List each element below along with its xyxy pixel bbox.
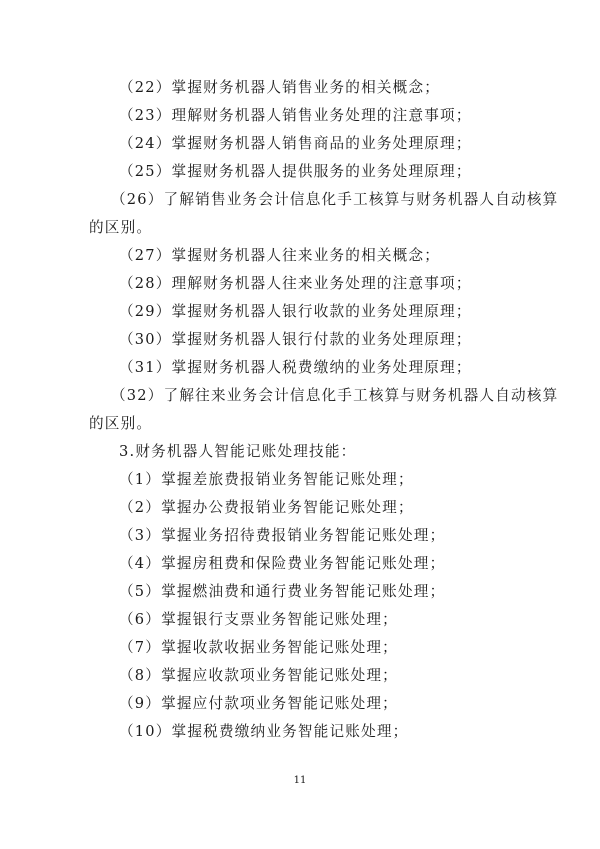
list-item-22: （22）掌握财务机器人销售业务的相关概念； bbox=[119, 79, 441, 96]
list-item-28: （28）理解财务机器人往来业务处理的注意事项； bbox=[119, 275, 472, 292]
list-item-29: （29）掌握财务机器人银行收款的业务处理原理； bbox=[119, 303, 472, 320]
list-item-4: （4）掌握房租费和保险费业务智能记账处理； bbox=[119, 555, 446, 572]
list-item-24: （24）掌握财务机器人销售商品的业务处理原理； bbox=[119, 135, 472, 152]
list-item-25: （25）掌握财务机器人提供服务的业务处理原理； bbox=[119, 163, 472, 180]
list-item-26: （26）了解销售业务会计信息化手工核算与财务机器人自动核算 bbox=[111, 191, 559, 208]
list-item-10: （10）掌握税费缴纳业务智能记账处理； bbox=[119, 723, 409, 740]
list-item-2: （2）掌握办公费报销业务智能记账处理； bbox=[119, 499, 414, 516]
page-number: 11 bbox=[293, 775, 307, 786]
list-item-32: （32）了解往来业务会计信息化手工核算与财务机器人自动核算 bbox=[111, 387, 559, 404]
list-item-31: （31）掌握财务机器人税费缴纳的业务处理原理； bbox=[119, 359, 472, 376]
list-item-26-continuation: 的区别。 bbox=[89, 219, 153, 236]
list-item-1: （1）掌握差旅费报销业务智能记账处理； bbox=[119, 471, 414, 488]
list-item-23: （23）理解财务机器人销售业务处理的注意事项； bbox=[119, 107, 472, 124]
list-item-8: （8）掌握应收款项业务智能记账处理； bbox=[119, 667, 398, 684]
list-item-30: （30）掌握财务机器人银行付款的业务处理原理； bbox=[119, 331, 472, 348]
list-item-3: （3）掌握业务招待费报销业务智能记账处理； bbox=[119, 527, 446, 544]
list-item-5: （5）掌握燃油费和通行费业务智能记账处理； bbox=[119, 583, 446, 600]
section-heading: 3.财务机器人智能记账处理技能： bbox=[119, 443, 357, 460]
list-item-27: （27）掌握财务机器人往来业务的相关概念； bbox=[119, 247, 441, 264]
list-item-32-continuation: 的区别。 bbox=[89, 415, 153, 432]
list-item-7: （7）掌握收款收据业务智能记账处理； bbox=[119, 639, 398, 656]
list-item-6: （6）掌握银行支票业务智能记账处理； bbox=[119, 611, 398, 628]
list-item-9: （9）掌握应付款项业务智能记账处理； bbox=[119, 695, 398, 712]
